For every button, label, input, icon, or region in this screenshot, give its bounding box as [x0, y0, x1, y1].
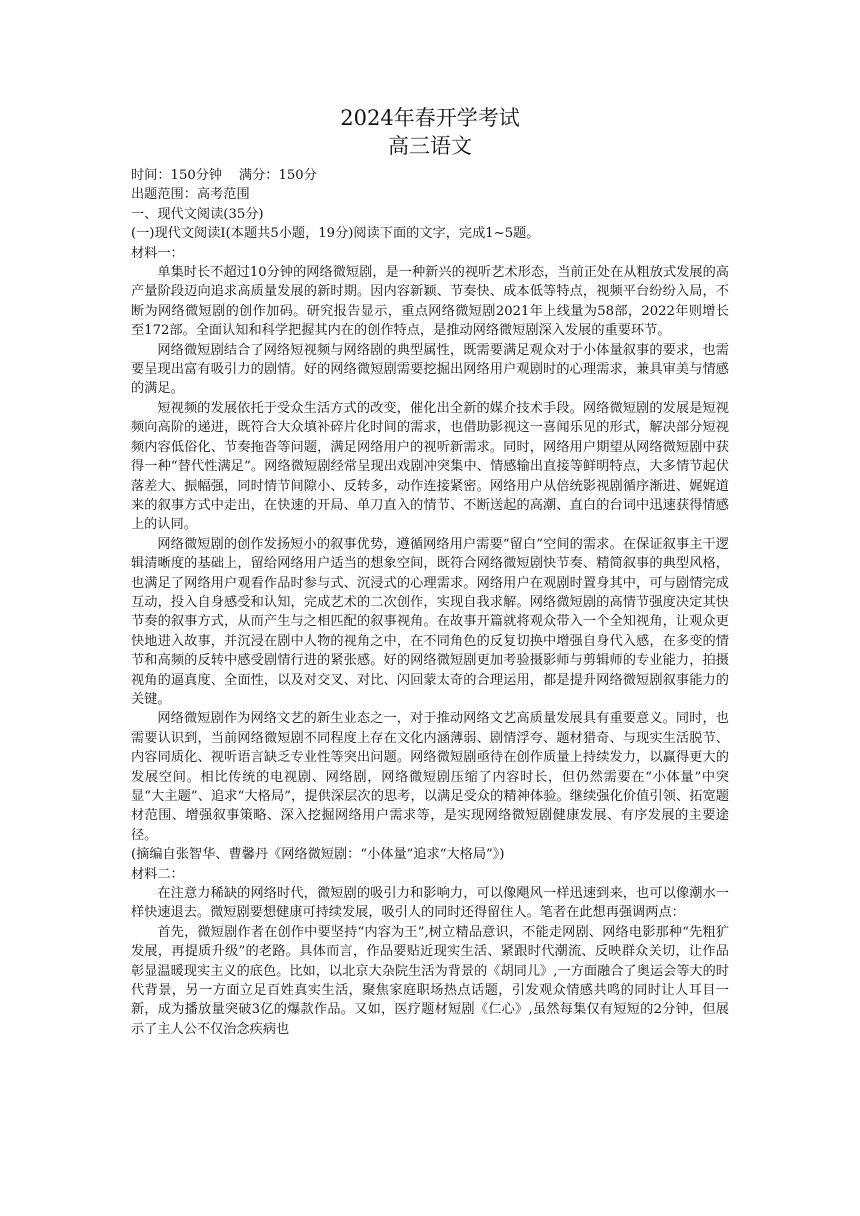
scope-line: 出题范围：高考范围 [131, 187, 250, 203]
material2-label: 材料二： [131, 866, 184, 882]
exam-title: 2024年春开学考试 [340, 106, 520, 130]
material1-paragraph: 网络微短剧的创作发扬短小的叙事优势，遵循网络用户需要“留白”空间的需求。在保证叙事主干逻辑清晰度的基础上，留给网络用户适当的想象空间，既符合网络微短剧快节奏、精简叙事的典型风格，也满足了网络用户观看作品时参与式、沉浸式的心理需求。网络用户在观剧时置身其中，可与剧情完成互动，投入自身感受和认知，完成艺术的二次创作，实现自我求解。网络微短剧的高情节强度决定其快节奏的叙事方式，从而产生与之相匹配的叙事视角。在故事开篇就将观众带入一个全知视角，让观众更快地进入故事，并沉浸在剧中人物的视角之中，在不同角色的反复切换中增强自身代入感，在多变的情节和高频的反转中感受剧情行进的紧张感。好的网络微短剧更加考验摄影师与剪辑师的专业能力，拍摄视角的逼真度、全面性，以及对交叉、对比、闪回蒙太奇的合理运用，都是提升网络微短剧叙事能力的关键。 [131, 536, 729, 707]
material1-paragraph: 网络微短剧结合了网络短视频与网络剧的典型属性，既需要满足观众对于小体量叙事的要求，也需要呈现出富有吸引力的剧情。好的网络微短剧需要挖掘出网络用户观剧时的心理需求，兼具审美与情感的满足。 [131, 342, 729, 397]
section-instruction: (一)现代文阅读Ⅰ(本题共5小题，19分)阅读下面的文字，完成1~5题。 [131, 226, 540, 242]
material1-paragraph: 短视频的发展依托于受众生活方式的改变，催化出全新的媒介技术手段。网络微短剧的发展是短视频向高阶的递进，既符合大众填补碎片化时间的需求，也借助影视这一喜闻乐见的形式，解决部分短视频内容低俗化、节奏拖沓等问题，满足网络用户的视听新需求。同时，网络用户期望从网络微短剧中获得一种“替代性满足”。网络微短剧经常呈现出戏剧冲突集中、情感输出直接等鲜明特点，大多情节起伏落差大、振幅强，同时情节间隙小、反转多，动作连接紧密。网络用户从倍统影视剧循序渐进、娓娓道来的叙事方式中走出，在快速的开局、单刀直入的情节、不断送起的高潮、直白的台词中迅速获得情感上的认同。 [131, 400, 729, 533]
time-score-line: 时间：150分钟 满分：150分 [131, 168, 317, 183]
exam-page [131, 104, 729, 1039]
material1-label: 材料一： [131, 245, 184, 261]
material1-paragraph: 网络微短剧作为网络文艺的新生业态之一，对于推动网络文艺高质量发展具有重要意义。同时，也需要认识到，当前网络微短剧不同程度上存在文化内涵薄弱、剧情浮夸、题材猎奇、与现实生活脱节、内容同质化、视听语言缺乏专业性等突出问题。网络微短剧亟待在创作质量上持续发力，以赢得更大的发展空间。相比传统的电视剧、网络剧，网络微短剧压缩了内容时长，但仍然需要在“小体量”中突显“大主题”、追求“大格局”，提供深层次的思考，以满足受众的精神体验。继续强化价值引领、拓宽题材范围、增强叙事策略、深入挖掘网络用户需求等，是实现网络微短剧健康发展、有序发展的主要途径。 [131, 711, 729, 843]
material2-paragraph: 首先，微短剧作者在创作中要坚持“内容为王”,树立精品意识，不能走网剧、网络电影那种“先粗犷发展，再提质升级”的老路。具体而言，作品要贴近现实生活、紧跟时代潮流、反映群众关切，让作品彰显温暖现实主义的底色。比如，以北京大杂院生活为背景的《胡同儿》,一方面融合了奥运会等大的时代背景，另一方面立足百姓真实生活，聚焦家庭职场热点话题，引发观众情感共鸣的同时让人耳目一新，成为播放量突破3亿的爆款作品。又如，医疗题材短剧《仁心》,虽然每集仅有短短的2分钟，但展示了主人公不仅治念疾病也 [131, 924, 729, 1037]
exam-subtitle: 高三语文 [388, 134, 472, 158]
section-heading: 一、现代文阅读(35分) [131, 206, 264, 222]
material2-paragraph: 在注意力稀缺的网络时代，微短剧的吸引力和影响力，可以像飓风一样迅速到来，也可以像潮水一样快速退去。微短剧要想健康可持续发展，吸引人的同时还得留住人。笔者在此想再强调两点： [131, 886, 729, 921]
material1-source: (摘编自张智华、曹馨丹《网络微短剧：“小体量”追求“大格局”》) [131, 847, 505, 863]
material1-paragraph: 单集时长不超过10分钟的网络微短剧，是一种新兴的视听艺术形态，当前正处在从粗放式发展的高产量阶段迈向追求高质量发展的新时期。因内容新颖、节奏快、成本低等特点，视频平台纷纷入局，不断为网络微短剧的创作加码。研究报告显示，重点网络微短剧2021年上线量为58部，2022年则增长至172部。全面认知和科学把握其内在的创作特点，是推动网络微短剧深入发展的重要环节。 [131, 265, 729, 339]
